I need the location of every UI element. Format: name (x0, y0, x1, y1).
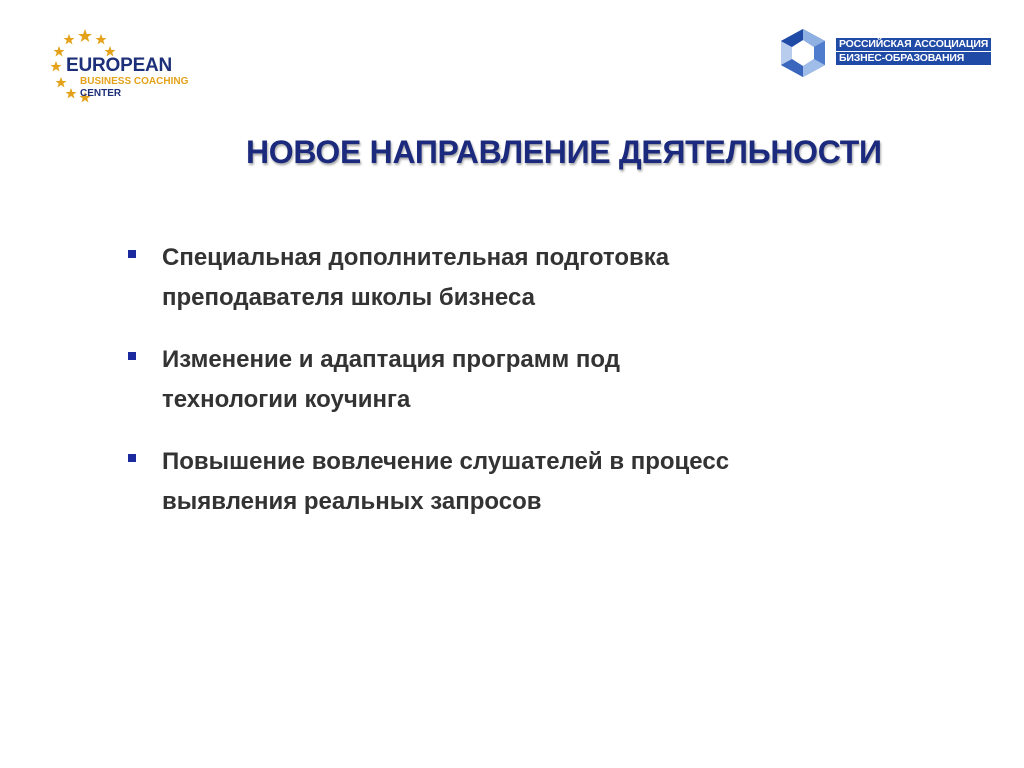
bullet-line: Изменение и адаптация программ под (162, 346, 620, 373)
bullet-list (124, 238, 904, 544)
bullet-line: Повышение вовлечение слушателей в процесс (162, 448, 730, 475)
european-business-coaching-center-logo (48, 26, 218, 106)
bullet-line: технологии коучинга (162, 386, 411, 413)
bullet-text (162, 238, 904, 318)
aperture-emblem-icon (778, 28, 828, 78)
european-logo-text (66, 56, 188, 100)
bullet-item (124, 442, 904, 522)
bullet-item (124, 340, 904, 420)
russian-association-logo-text (836, 38, 991, 66)
russian-association-logo-line2: БИЗНЕС-ОБРАЗОВАНИЯ (836, 52, 991, 65)
european-logo-line3: CENTER (80, 88, 122, 99)
russian-association-logo-line1: РОССИЙСКАЯ АССОЦИАЦИЯ (836, 38, 991, 51)
bullet-text (162, 442, 904, 522)
bullet-line: преподавателя школы бизнеса (162, 284, 535, 311)
square-bullet-icon (128, 454, 136, 462)
slide-title: НОВОЕ НАПРАВЛЕНИЕ ДЕЯТЕЛЬНОСТИ (246, 134, 882, 170)
square-bullet-icon (128, 352, 136, 360)
bullet-text (162, 340, 904, 420)
bullet-item (124, 238, 904, 318)
european-logo-line1: EUROPEAN (66, 55, 173, 76)
bullet-line: Специальная дополнительная подготовка (162, 244, 670, 271)
bullet-line: выявления реальных запросов (162, 488, 542, 515)
russian-association-business-education-logo (778, 28, 989, 78)
european-logo-line2: BUSINESS COACHING (80, 76, 189, 87)
square-bullet-icon (128, 250, 136, 258)
